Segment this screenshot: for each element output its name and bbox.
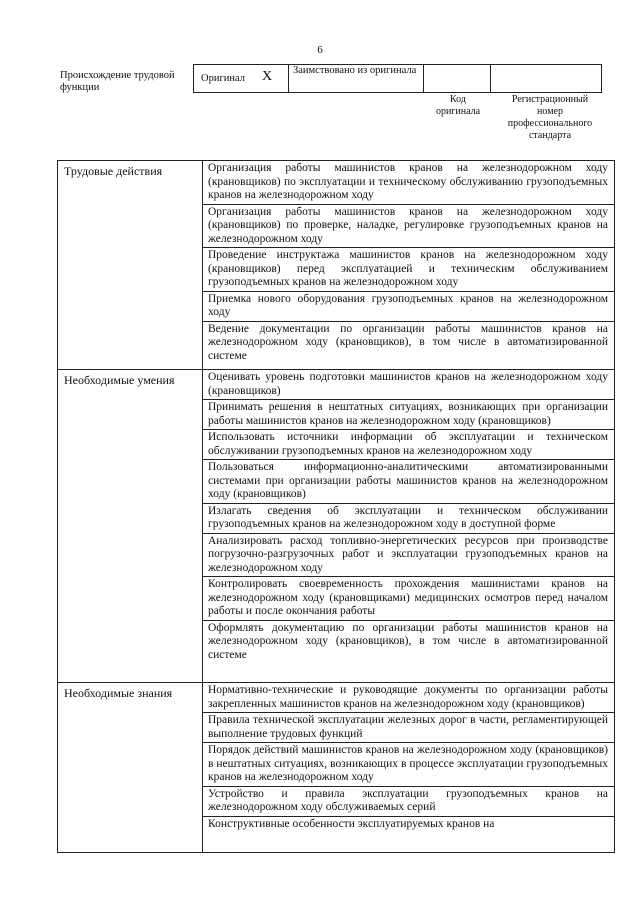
- section-label: Необходимые умения: [58, 370, 203, 683]
- reg-number-cell: [491, 65, 602, 93]
- section-items: [203, 161, 615, 370]
- section-row-skills: [58, 370, 615, 683]
- origin-table: [193, 64, 602, 93]
- reg-number-caption: Регистрационный номер профессионального стандарта: [507, 94, 593, 141]
- list-item: Оформлять документацию по организации работы машинистов кранов на железнодорожном ходу (крановщиков), в том числе в автоматизированной системе: [208, 621, 608, 661]
- section-row-knowledge: [58, 683, 615, 853]
- list-item: Излагать сведения об эксплуатации и техническом обслуживании грузоподъемных кранов на железнодорожном ходу в доступной форме: [203, 504, 614, 534]
- list-item: Устройство и правила эксплуатации грузоподъемных кранов на железнодорожном ходу обслуживаемых серий: [203, 787, 614, 817]
- list-item: Порядок действий машинистов кранов на железнодорожном ходу (крановщиков) в нештатных ситуациях, возникающих в процессе эксплуатации грузоподъемных кранов на железнодорожном ходу: [203, 743, 614, 787]
- code-cell: [424, 65, 491, 93]
- list-item: Конструктивные особенности эксплуатируемых кранов на: [208, 817, 495, 830]
- original-cell: [194, 65, 289, 93]
- list-item: Нормативно-технические и руководящие документы по организации работы закрепленных машинистов кранов на железнодорожном ходу (крановщиков): [203, 683, 614, 713]
- list-item: Организация работы машинистов кранов на железнодорожном ходу (крановщиков) по проверке, наладке, регулировке грузоподъемных кранов на железнодорожном ходу: [203, 205, 614, 249]
- section-items: [203, 683, 615, 853]
- list-item: Проведение инструктажа машинистов кранов на железнодорожном ходу (крановщиков) перед эксплуатацией и техническим обслуживанием грузоподъемных кранов на железнодорожном ходу: [203, 248, 614, 292]
- list-item: Ведение документации по организации работы машинистов кранов на железнодорожном ходу (крановщиков), в том числе в автоматизированной системе: [208, 322, 608, 362]
- origin-label: Происхождение трудовой функции: [60, 70, 175, 93]
- list-item: Оценивать уровень подготовки машинистов кранов на железнодорожном ходу (крановщиков): [203, 370, 614, 400]
- list-item: Организация работы машинистов кранов на железнодорожном ходу (крановщиков) по эксплуатации и техническому обслуживанию грузоподъемных кранов на железнодорожном ходу: [203, 161, 614, 205]
- function-table: [57, 160, 615, 853]
- list-item: Контролировать своевременность прохождения машинистами кранов на железнодорожном ходу (крановщиками) медицинских осмотров перед началом работы и после окончания работы: [203, 577, 614, 621]
- list-item: Принимать решения в нештатных ситуациях, возникающих при организации работы машинистов кранов на железнодорожном ходу (крановщиков): [203, 400, 614, 430]
- section-label: Необходимые знания: [58, 683, 203, 853]
- list-item: Пользоваться информационно-аналитическими автоматизированными системами при организации работы машинистов кранов на железнодорожном ходу (крановщиков): [203, 460, 614, 504]
- section-items: [203, 370, 615, 683]
- section-row-actions: [58, 161, 615, 370]
- borrowed-cell: Заимствовано из оригинала: [289, 65, 424, 93]
- original-label: Оригинал: [201, 73, 245, 84]
- list-item: Использовать источники информации об эксплуатации и техническом обслуживании грузоподъемных кранов на железнодорожном ходу: [203, 430, 614, 460]
- list-item: Приемка нового оборудования грузоподъемных кранов на железнодорожном ходу: [203, 292, 614, 322]
- page-number: 6: [317, 44, 323, 56]
- original-mark: X: [262, 69, 273, 84]
- list-item: Правила технической эксплуатации железных дорог в части, регламентирующей выполнение трудовых функций: [203, 713, 614, 743]
- section-label: Трудовые действия: [58, 161, 203, 370]
- list-item: Анализировать расход топливно-энергетических ресурсов при производстве погрузочно-разгрузочных работ и эксплуатации грузоподъемных кранов на железнодорожном ходу: [203, 534, 614, 578]
- code-caption: Код оригинала: [435, 94, 481, 117]
